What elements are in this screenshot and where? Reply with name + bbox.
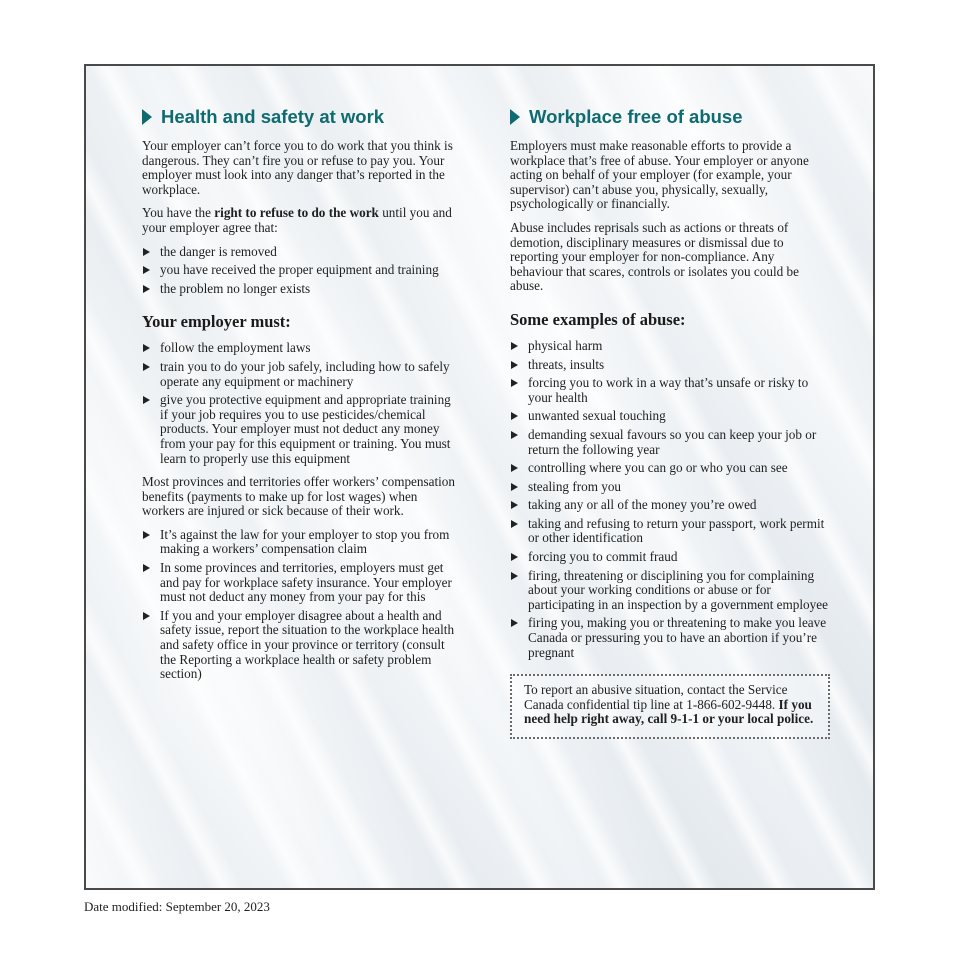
- abuse-title: Workplace free of abuse: [529, 106, 743, 127]
- list-item: threats, insults: [510, 358, 830, 373]
- list-item: firing you, making you or threatening to make you leave Canada or pressuring you to have an abortion if you’re pregnant: [510, 616, 830, 660]
- list-item: unwanted sexual touching: [510, 409, 830, 424]
- document-panel: [84, 64, 875, 890]
- list-item: the danger is removed: [142, 245, 457, 260]
- list-item: train you to do your job safely, including how to safely operate any equipment or machinery: [142, 360, 457, 389]
- health-safety-title: Health and safety at work: [161, 106, 385, 127]
- list-item: taking and refusing to return your passport, work permit or other identification: [510, 517, 830, 546]
- right-to-refuse-emphasis: right to refuse to do the work: [214, 205, 379, 221]
- list-item: forcing you to work in a way that’s unsafe or risky to your health: [510, 376, 830, 405]
- employer-duties-list: [142, 341, 457, 466]
- list-item: If you and your employer disagree about a health and safety issue, report the situation to the workplace health and safety office in your province or territory (consult the Reporting a workplace health or safety problem section): [142, 609, 457, 682]
- compensation-paragraph: Most provinces and territories offer workers’ compensation benefits (payments to make up for lost wages) when workers are injured or sick because of their work.: [142, 474, 455, 519]
- refuse-conditions-list: [142, 245, 457, 297]
- right-to-refuse-paragraph: You have the right to refuse to do the work until you and your employer agree that:: [142, 205, 452, 235]
- list-item: forcing you to commit fraud: [510, 550, 830, 565]
- compensation-list: [142, 528, 457, 682]
- list-item: firing, threatening or disciplining you for complaining about your working conditions or abuse or for participating in an inspection by a government employee: [510, 569, 830, 613]
- health-safety-column: [142, 106, 457, 691]
- abuse-examples-heading: Some examples of abuse:: [510, 309, 686, 329]
- employer-must-heading: Your employer must:: [142, 312, 291, 332]
- health-safety-heading: [142, 106, 457, 128]
- list-item: taking any or all of the money you’re owed: [510, 498, 830, 513]
- list-item: the problem no longer exists: [142, 282, 457, 297]
- date-modified: Date modified: September 20, 2023: [84, 899, 270, 914]
- list-item: give you protective equipment and appropriate training if your job requires you to use pesticides/chemical products. Your employer must not deduct any money from your pay for this equipment or training. You must learn to properly use this equipment: [142, 393, 457, 466]
- callout-text: To report an abusive situation, contact the Service Canada confidential tip line at 1-866-602-9448.: [524, 682, 788, 712]
- callout-emergency-text: If you need help right away, call 9-1-1 or your local police.: [524, 696, 814, 727]
- list-item: stealing from you: [510, 480, 830, 495]
- list-item: controlling where you can go or who you can see: [510, 461, 830, 476]
- report-abuse-callout: [510, 674, 830, 739]
- abuse-definition: Abuse includes reprisals such as actions or threats of demotion, disciplinary measures or dismissal due to reporting your employer for non-compliance. Any behaviour that scares, controls or isolates you could be abuse.: [510, 219, 799, 294]
- abuse-column: [510, 106, 830, 739]
- abuse-examples-list: [510, 339, 830, 660]
- list-item: follow the employment laws: [142, 341, 457, 356]
- list-item: demanding sexual favours so you can keep your job or return the following year: [510, 428, 830, 457]
- abuse-intro: Employers must make reasonable efforts to provide a workplace that’s free of abuse. Your employer or anyone acting on behalf of your employer (for example, your supervisor) can’t abuse you, physically, sexually, psychologically or financially.: [510, 138, 809, 212]
- list-item: physical harm: [510, 339, 830, 354]
- list-item: you have received the proper equipment and training: [142, 263, 457, 278]
- triangle-bullet-icon: [142, 109, 152, 125]
- triangle-bullet-icon: [510, 109, 520, 125]
- health-safety-intro: Your employer can’t force you to do work that you think is dangerous. They can’t fire you or refuse to pay you. Your employer must look into any danger that’s reported in the workplace.: [142, 138, 453, 197]
- list-item: In some provinces and territories, employers must get and pay for workplace safety insurance. Your employer must not deduct any money from your pay for this: [142, 561, 457, 605]
- list-item: It’s against the law for your employer to stop you from making a workers’ compensation claim: [142, 528, 457, 557]
- abuse-heading: [510, 106, 830, 128]
